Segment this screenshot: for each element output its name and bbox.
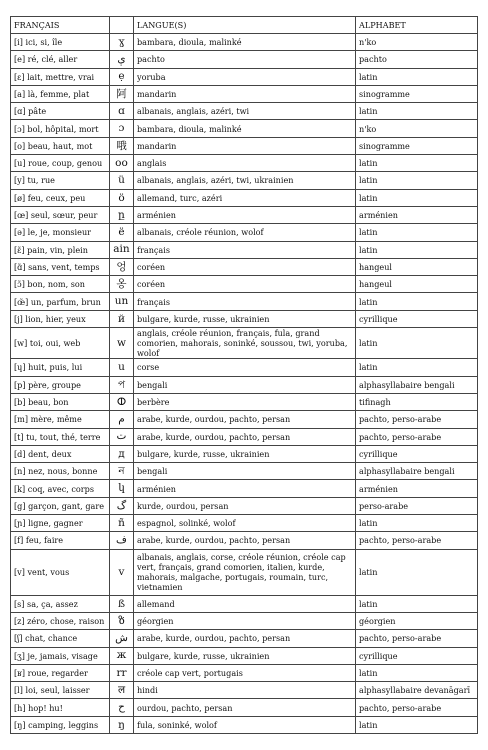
cell-langues: français xyxy=(134,293,356,310)
cell-glyph: ح xyxy=(110,699,134,716)
cell-francais: [b] beau, bon xyxy=(11,393,110,410)
cell-alphabet: cyrillique xyxy=(356,445,478,462)
cell-francais: [e] ré, clé, aller xyxy=(11,51,110,68)
cell-langues: albanais, anglais, corse, créole réunion, créole cap vert, français, grand comorien, italien, kurde, mahorais, malgache, portugais, roumain, turc, vietnamien xyxy=(134,549,356,595)
cell-langues: mandarin xyxy=(134,137,356,154)
cell-glyph: ñ xyxy=(110,515,134,532)
cell-glyph: ը xyxy=(110,206,134,223)
cell-alphabet: arménien xyxy=(356,480,478,497)
cell-glyph: 옹 xyxy=(110,276,134,293)
cell-glyph: ü xyxy=(110,172,134,189)
cell-alphabet: n'ko xyxy=(356,34,478,51)
cell-alphabet: pachto, perso-arabe xyxy=(356,630,478,647)
cell-glyph: ẹ xyxy=(110,68,134,85)
table-row xyxy=(11,647,478,664)
cell-langues: espagnol, solinké, wolof xyxy=(134,515,356,532)
cell-glyph: un xyxy=(110,293,134,310)
cell-francais: [v] vent, vous xyxy=(11,549,110,595)
cell-francais: [f] feu, faire xyxy=(11,532,110,549)
cell-alphabet: latin xyxy=(356,716,478,733)
cell-langues: berbère xyxy=(134,393,356,410)
cell-francais: [ʁ] roue, regarder xyxy=(11,664,110,681)
cell-francais: [i] ici, si, île xyxy=(11,34,110,51)
cell-langues: allemand, turc, azéri xyxy=(134,189,356,206)
cell-glyph: կ xyxy=(110,480,134,497)
cell-langues: albanais, anglais, azéri, twi xyxy=(134,103,356,120)
cell-glyph: й xyxy=(110,310,134,327)
table-row xyxy=(11,85,478,102)
cell-francais: [j] lion, hier, yeux xyxy=(11,310,110,327)
header-alphabet: ALPHABET xyxy=(356,17,478,34)
cell-alphabet: alphasyllabaire bengali xyxy=(356,376,478,393)
cell-glyph: д xyxy=(110,445,134,462)
cell-glyph: ش xyxy=(110,630,134,647)
cell-langues: bulgare, kurde, russe, ukrainien xyxy=(134,310,356,327)
cell-francais: [ɥ] huit, puis, lui xyxy=(11,359,110,376)
cell-glyph: م xyxy=(110,411,134,428)
cell-langues: anglais, créole réunion, français, fula, grand comorien, mahorais, soninké, soussou, twi, yoruba, wolof xyxy=(134,328,356,359)
table-row xyxy=(11,497,478,514)
cell-francais: [o] beau, haut, mot xyxy=(11,137,110,154)
cell-francais: [y] tu, rue xyxy=(11,172,110,189)
cell-langues: mandarin xyxy=(134,85,356,102)
cell-glyph: ზ xyxy=(110,612,134,629)
cell-langues: français xyxy=(134,241,356,258)
cell-francais: [u] roue, coup, genou xyxy=(11,155,110,172)
cell-langues: pachto xyxy=(134,51,356,68)
cell-francais: [ŋ] camping, leggins xyxy=(11,716,110,733)
cell-langues: arabe, kurde, ourdou, pachto, persan xyxy=(134,428,356,445)
cell-francais: [z] zéro, chose, raison xyxy=(11,612,110,629)
table-row xyxy=(11,206,478,223)
cell-langues: yoruba xyxy=(134,68,356,85)
cell-francais: [h] hop! hu! xyxy=(11,699,110,716)
table-row xyxy=(11,359,478,376)
cell-alphabet: latin xyxy=(356,359,478,376)
cell-glyph: 哦 xyxy=(110,137,134,154)
cell-francais: [ɔ̃] bon, nom, son xyxy=(11,276,110,293)
cell-alphabet: alphasyllabaire bengali xyxy=(356,463,478,480)
table-row xyxy=(11,549,478,595)
table-row xyxy=(11,595,478,612)
cell-francais: [n] nez, nous, bonne xyxy=(11,463,110,480)
table-row xyxy=(11,699,478,716)
cell-glyph: ŋ xyxy=(110,716,134,733)
table-row xyxy=(11,51,478,68)
cell-glyph: u xyxy=(110,359,134,376)
cell-alphabet: géorgien xyxy=(356,612,478,629)
table-row xyxy=(11,411,478,428)
cell-langues: bambara, dioula, malinké xyxy=(134,34,356,51)
cell-langues: arménien xyxy=(134,480,356,497)
cell-francais: [ɑ̃] sans, vent, temps xyxy=(11,258,110,275)
table-row xyxy=(11,241,478,258)
cell-glyph: 엉 xyxy=(110,258,134,275)
cell-glyph: rr xyxy=(110,664,134,681)
cell-glyph: ন xyxy=(110,463,134,480)
cell-alphabet: latin xyxy=(356,224,478,241)
cell-francais: [œ̃] un, parfum, brun xyxy=(11,293,110,310)
cell-alphabet: latin xyxy=(356,595,478,612)
cell-langues: bengali xyxy=(134,376,356,393)
cell-glyph: 阿 xyxy=(110,85,134,102)
table-row xyxy=(11,393,478,410)
cell-francais: [ɑ] pâte xyxy=(11,103,110,120)
cell-glyph: w xyxy=(110,328,134,359)
cell-langues: coréen xyxy=(134,258,356,275)
cell-glyph: گ xyxy=(110,497,134,514)
table-row xyxy=(11,612,478,629)
cell-francais: [w] toi, oui, web xyxy=(11,328,110,359)
cell-alphabet: latin xyxy=(356,549,478,595)
cell-francais: [g] garçon, gant, gare xyxy=(11,497,110,514)
cell-francais: [d] dent, deux xyxy=(11,445,110,462)
cell-alphabet: latin xyxy=(356,172,478,189)
cell-glyph: ɣ xyxy=(110,34,134,51)
cell-francais: [œ] seul, sœur, peur xyxy=(11,206,110,223)
cell-alphabet: cyrillique xyxy=(356,647,478,664)
table-row xyxy=(11,328,478,359)
cell-francais: [ɛ] lait, mettre, vrai xyxy=(11,68,110,85)
table-row xyxy=(11,120,478,137)
cell-alphabet: pachto xyxy=(356,51,478,68)
table-row xyxy=(11,293,478,310)
cell-langues: arabe, kurde, ourdou, pachto, persan xyxy=(134,411,356,428)
table-header-row xyxy=(11,17,478,34)
cell-francais: [ɛ̃] pain, vin, plein xyxy=(11,241,110,258)
cell-glyph: ɔ xyxy=(110,120,134,137)
cell-glyph: ɑ xyxy=(110,103,134,120)
cell-langues: albanais, créole réunion, wolof xyxy=(134,224,356,241)
cell-alphabet: latin xyxy=(356,189,478,206)
cell-alphabet: arménien xyxy=(356,206,478,223)
cell-alphabet: latin xyxy=(356,293,478,310)
cell-langues: kurde, ourdou, persan xyxy=(134,497,356,514)
cell-alphabet: latin xyxy=(356,241,478,258)
table-row xyxy=(11,428,478,445)
cell-langues: arménien xyxy=(134,206,356,223)
cell-alphabet: hangeul xyxy=(356,258,478,275)
cell-alphabet: n'ko xyxy=(356,120,478,137)
cell-alphabet: pachto, perso-arabe xyxy=(356,532,478,549)
cell-francais: [ʒ] je, jamais, visage xyxy=(11,647,110,664)
cell-francais: [k] coq, avec, corps xyxy=(11,480,110,497)
cell-alphabet: perso-arabe xyxy=(356,497,478,514)
cell-alphabet: latin xyxy=(356,103,478,120)
cell-alphabet: pachto, perso-arabe xyxy=(356,428,478,445)
cell-alphabet: latin xyxy=(356,155,478,172)
cell-francais: [t] tu, tout, thé, terre xyxy=(11,428,110,445)
header-glyph xyxy=(110,17,134,34)
table-row xyxy=(11,463,478,480)
cell-glyph: ain xyxy=(110,241,134,258)
header-langues: LANGUE(S) xyxy=(134,17,356,34)
cell-langues: fula, soninké, wolof xyxy=(134,716,356,733)
table-row xyxy=(11,34,478,51)
cell-glyph: ف xyxy=(110,532,134,549)
table-row xyxy=(11,224,478,241)
cell-langues: arabe, kurde, ourdou, pachto, persan xyxy=(134,630,356,647)
cell-alphabet: latin xyxy=(356,328,478,359)
cell-langues: albanais, anglais, azéri, twi, ukrainien xyxy=(134,172,356,189)
cell-langues: coréen xyxy=(134,276,356,293)
cell-langues: hindi xyxy=(134,682,356,699)
table-row xyxy=(11,376,478,393)
cell-alphabet: hangeul xyxy=(356,276,478,293)
table-row xyxy=(11,276,478,293)
cell-alphabet: sinogramme xyxy=(356,85,478,102)
table-row xyxy=(11,155,478,172)
table-row xyxy=(11,630,478,647)
table-row xyxy=(11,310,478,327)
cell-alphabet: latin xyxy=(356,664,478,681)
cell-langues: créole cap vert, portugais xyxy=(134,664,356,681)
cell-francais: [ɔ] bol, hôpital, mort xyxy=(11,120,110,137)
table-row xyxy=(11,189,478,206)
cell-francais: [a] là, femme, plat xyxy=(11,85,110,102)
cell-glyph: ت xyxy=(110,428,134,445)
header-francais: FRANÇAIS xyxy=(11,17,110,34)
cell-langues: bambara, dioula, malinké xyxy=(134,120,356,137)
cell-alphabet: pachto, perso-arabe xyxy=(356,411,478,428)
cell-francais: [ə] le, je, monsieur xyxy=(11,224,110,241)
cell-francais: [ɲ] ligne, gagner xyxy=(11,515,110,532)
table-row xyxy=(11,480,478,497)
table-row xyxy=(11,716,478,733)
table-row xyxy=(11,137,478,154)
cell-langues: anglais xyxy=(134,155,356,172)
cell-langues: ourdou, pachto, persan xyxy=(134,699,356,716)
cell-francais: [l] loi, seul, laisser xyxy=(11,682,110,699)
cell-glyph: ж xyxy=(110,647,134,664)
cell-alphabet: cyrillique xyxy=(356,310,478,327)
cell-langues: géorgien xyxy=(134,612,356,629)
cell-glyph: oo xyxy=(110,155,134,172)
cell-francais: [s] sa, ça, assez xyxy=(11,595,110,612)
table-row xyxy=(11,68,478,85)
cell-francais: [m] mère, même xyxy=(11,411,110,428)
cell-glyph: ö xyxy=(110,189,134,206)
cell-alphabet: pachto, perso-arabe xyxy=(356,699,478,716)
phoneme-alphabet-table xyxy=(10,16,478,734)
cell-alphabet: latin xyxy=(356,515,478,532)
table-row xyxy=(11,515,478,532)
cell-francais: [p] père, groupe xyxy=(11,376,110,393)
cell-langues: arabe, kurde, ourdou, pachto, persan xyxy=(134,532,356,549)
cell-glyph: ې xyxy=(110,51,134,68)
table-row xyxy=(11,172,478,189)
cell-alphabet: latin xyxy=(356,68,478,85)
table-row xyxy=(11,682,478,699)
table-row xyxy=(11,103,478,120)
cell-langues: allemand xyxy=(134,595,356,612)
cell-glyph: ⵀ xyxy=(110,393,134,410)
cell-glyph: ल xyxy=(110,682,134,699)
cell-glyph: ë xyxy=(110,224,134,241)
cell-langues: corse xyxy=(134,359,356,376)
cell-langues: bulgare, kurde, russe, ukrainien xyxy=(134,445,356,462)
cell-alphabet: alphasyllabaire devanāgarī xyxy=(356,682,478,699)
cell-glyph: v xyxy=(110,549,134,595)
table-row xyxy=(11,258,478,275)
cell-francais: [ø] feu, ceux, peu xyxy=(11,189,110,206)
cell-francais: [ʃ] chat, chance xyxy=(11,630,110,647)
cell-alphabet: sinogramme xyxy=(356,137,478,154)
table-row xyxy=(11,532,478,549)
table-row xyxy=(11,664,478,681)
cell-glyph: প xyxy=(110,376,134,393)
cell-glyph: ß xyxy=(110,595,134,612)
cell-langues: bulgare, kurde, russe, ukrainien xyxy=(134,647,356,664)
cell-alphabet: tifinagh xyxy=(356,393,478,410)
table-row xyxy=(11,445,478,462)
cell-langues: bengali xyxy=(134,463,356,480)
